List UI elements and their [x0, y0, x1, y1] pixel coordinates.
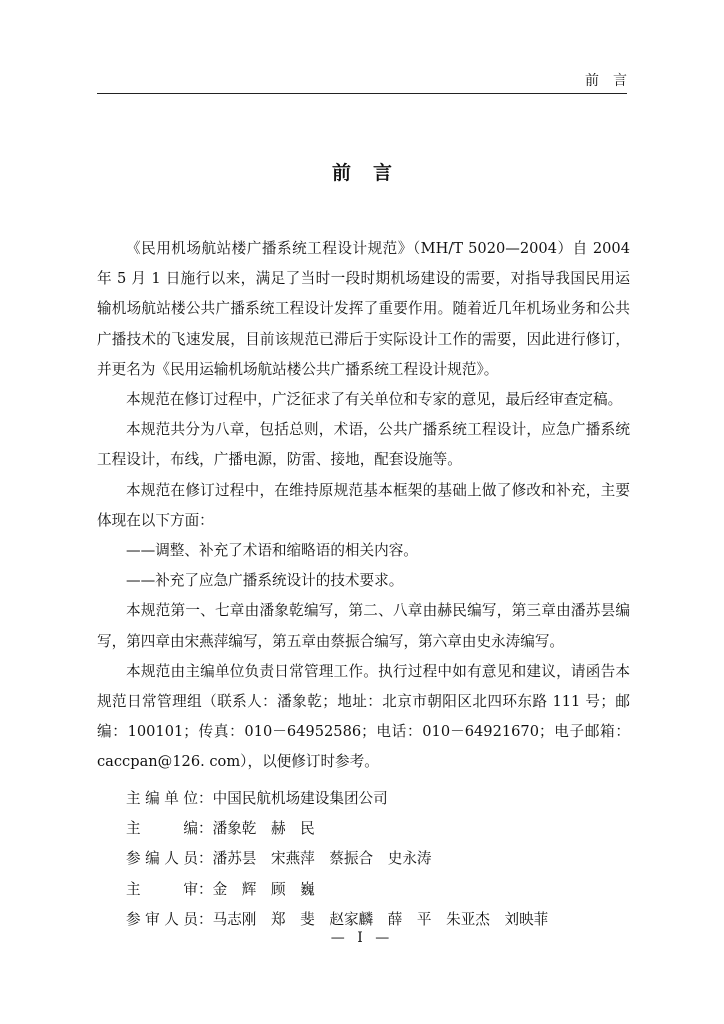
- credit-value: 潘象乾 赫 民: [212, 820, 315, 838]
- credits-list: [126, 784, 626, 935]
- running-header: 前言: [585, 73, 641, 89]
- credit-label: 主审: [126, 880, 198, 898]
- credit-label: 主编: [126, 820, 198, 838]
- page-number: — I —: [330, 930, 394, 946]
- credit-label: 主编单位: [126, 790, 198, 807]
- page-title: 前言: [331, 162, 414, 184]
- credit-row-chief-editors: 主编：潘象乾 赫 民: [126, 814, 626, 844]
- paragraph-chapters: 本规范共分为八章，包括总则，术语，公共广播系统工程设计，应急广播系统工程设计，布线，广播电源，防雷、接地，配套设施等。: [97, 421, 630, 469]
- credit-value: 金 辉 顾 巍: [212, 880, 315, 898]
- paragraph-revision-item-2: ——补充了应急广播系统设计的技术要求。: [126, 572, 404, 590]
- paragraph-revision-item-1: ——调整、补充了术语和缩略语的相关内容。: [126, 542, 418, 560]
- credit-row-chief-reviewers: 主审：金 辉 顾 巍: [126, 875, 626, 905]
- credit-row-chief-editor-unit: 主编单位：中国民航机场建设集团公司: [126, 784, 626, 814]
- credit-value: 中国民航机场建设集团公司: [212, 790, 388, 807]
- paragraph-review: 本规范在修订过程中，广泛征求了有关单位和专家的意见，最后经审查定稿。: [126, 391, 623, 409]
- paragraph-history: 《民用机场航站楼广播系统工程设计规范》（MH/T 5020—2004）自 2004 年 5 月 1 日施行以来，满足了当时一段时期机场建设的需要，对指导我国民用运输机场航站楼公共广播系统工程设计发挥了重要作用。随着近几年机场业务和公共广播技术的飞速发展，目前该规范已滞后于实际设计工作的需要，因此进行修订，并更名为《民用运输机场航站楼公共广播系统工程设计规范》。: [97, 240, 630, 378]
- credit-row-contributors: 参编人员：潘苏昙 宋燕萍 蔡振合 史永涛: [126, 844, 626, 874]
- credit-value: 潘苏昙 宋燕萍 蔡振合 史永涛: [212, 850, 432, 868]
- credit-row-reviewers: 参审人员：马志刚 郑 斐 赵家麟 薛 平 朱亚杰 刘映菲: [126, 905, 626, 935]
- credit-label: 参编人员: [126, 850, 198, 868]
- credit-label: 参审人员: [126, 910, 198, 928]
- paragraph-contact: 本规范由主编单位负责日常管理工作。执行过程中如有意见和建议，请函告本规范日常管理组（联系人：潘象乾；地址：北京市朝阳区北四环东路 111 号；邮编：100101；传真：010－64952586；电话：010－64921670；电子邮箱：caccpan@126. com），以便修订时参考。: [97, 662, 630, 771]
- header-divider: [97, 93, 627, 94]
- credit-value: 马志刚 郑 斐 赵家麟 薛 平 朱亚杰 刘映菲: [212, 910, 549, 928]
- paragraph-authors: 本规范第一、七章由潘象乾编写，第二、八章由赫民编写，第三章由潘苏昙编写，第四章由宋燕萍编写，第五章由蔡振合编写，第六章由史永涛编写。: [97, 602, 630, 650]
- paragraph-revision-intro: 本规范在修订过程中，在维持原规范基本框架的基础上做了修改和补充，主要体现在以下方面：: [97, 481, 630, 529]
- preface-body: [97, 234, 630, 778]
